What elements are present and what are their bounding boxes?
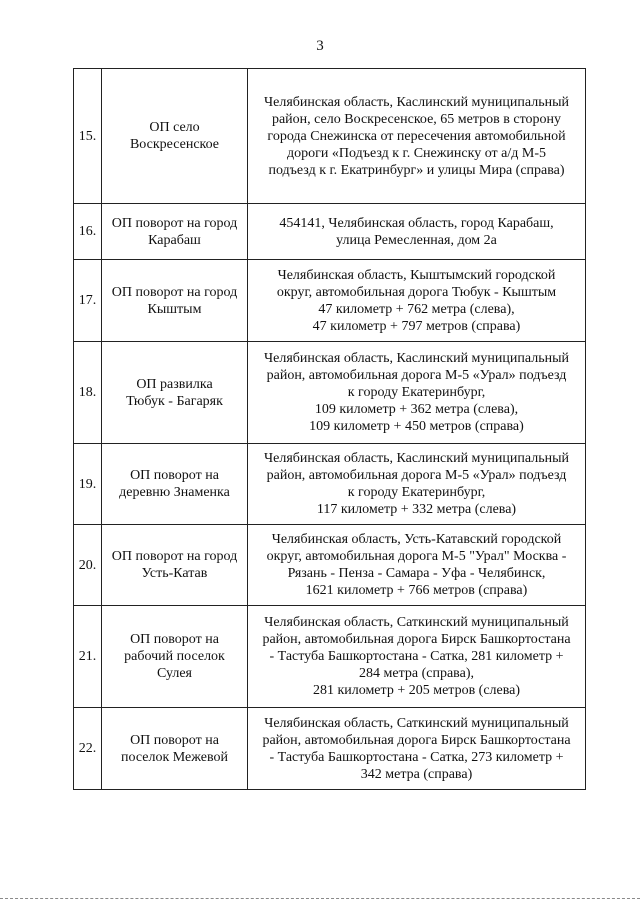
stop-address [248,69,586,204]
row-number: 18. [74,342,102,444]
row-number: 16. [74,204,102,260]
stop-address-text: Челябинская область, Саткинский муниципальный район, автомобильная дорога Бирск Башкортостана - Тастуба Башкортостана - Сатка, 281 километр + 284 метра (справа), 281 километр + 205 метров (слева) [262,615,571,698]
row-number: 20. [74,525,102,606]
stop-name-text: ОП поворот на рабочий поселок Сулея [124,632,225,681]
stop-name [102,69,248,204]
page-number: 3 [316,38,324,54]
table-row [74,606,586,708]
stop-address-text: Челябинская область, Усть-Катавский городской округ, автомобильная дорога М-5 "Урал" Москва - Рязань - Пенза - Самара - Уфа - Челябинск, 1621 километр + 766 метров (справа) [266,532,567,598]
stop-address [248,525,586,606]
stop-address [248,342,586,444]
stop-address-text: Челябинская область, Кыштымский городской округ, автомобильная дорога Тюбук - Кыштым 47 километр + 762 метра (слева), 47 километр + 797 метров (справа) [276,267,557,334]
table-row [74,342,586,444]
stop-name-text: ОП поворот на город Кыштым [111,284,238,317]
stop-address-text: Челябинская область, Каслинский муниципальный район, автомобильная дорога М-5 «Урал» подъезд к городу Екатеринбург, 109 километр + 362 метра (слева), 109 километр + 450 метров (справа) [264,351,569,434]
stop-name-text: ОП поворот на город Усть-Катав [111,549,238,581]
stop-address [248,260,586,342]
row-number: 19. [74,444,102,525]
stops-table [73,68,586,790]
table-row [74,444,586,525]
table-row [74,708,586,790]
stop-address [248,708,586,790]
row-number: 15. [74,69,102,204]
stop-name [102,260,248,342]
stop-name [102,204,248,260]
stop-address-text: 454141, Челябинская область, город Карабаш, улица Ремесленная, дом 2а [279,215,554,248]
table-row [74,69,586,204]
table-row [74,204,586,260]
stop-name [102,525,248,606]
row-number: 21. [74,606,102,708]
stop-name-text: ОП село Воскресенское [129,120,220,152]
stop-name-text: ОП поворот на город Карабаш [111,215,238,248]
stop-address-text: Челябинская область, Каслинский муниципальный район, автомобильная дорога М-5 «Урал» подъезд к городу Екатеринбург, 117 километр + 332 метра (слева) [264,451,569,517]
stop-address-text: Челябинская область, Саткинский муниципальный район, автомобильная дорога Бирск Башкортостана - Тастуба Башкортостана - Сатка, 273 километр + 342 метра (справа) [262,715,571,782]
table-row [74,260,586,342]
stop-name [102,606,248,708]
stop-name-text: ОП поворот на поселок Межевой [121,732,228,765]
table-row [74,525,586,606]
row-number: 17. [74,260,102,342]
stop-name [102,342,248,444]
stop-name-text: ОП поворот на деревню Знаменка [119,468,230,500]
stop-address-text: Челябинская область, Каслинский муниципальный район, село Воскресенское, 65 метров в сторону города Снежинска от пересечения автомобильной дороги «Подъезд к г. Снежинску от а/д М-5 подъезд к г. Екатринбург» и улицы Мира (справа) [264,94,569,178]
stop-name [102,708,248,790]
stop-address [248,204,586,260]
stop-name-text: ОП развилка Тюбук - Багаряк [126,376,223,409]
stop-address [248,606,586,708]
page-bottom-divider [0,898,640,899]
stop-address [248,444,586,525]
row-number: 22. [74,708,102,790]
stop-name [102,444,248,525]
